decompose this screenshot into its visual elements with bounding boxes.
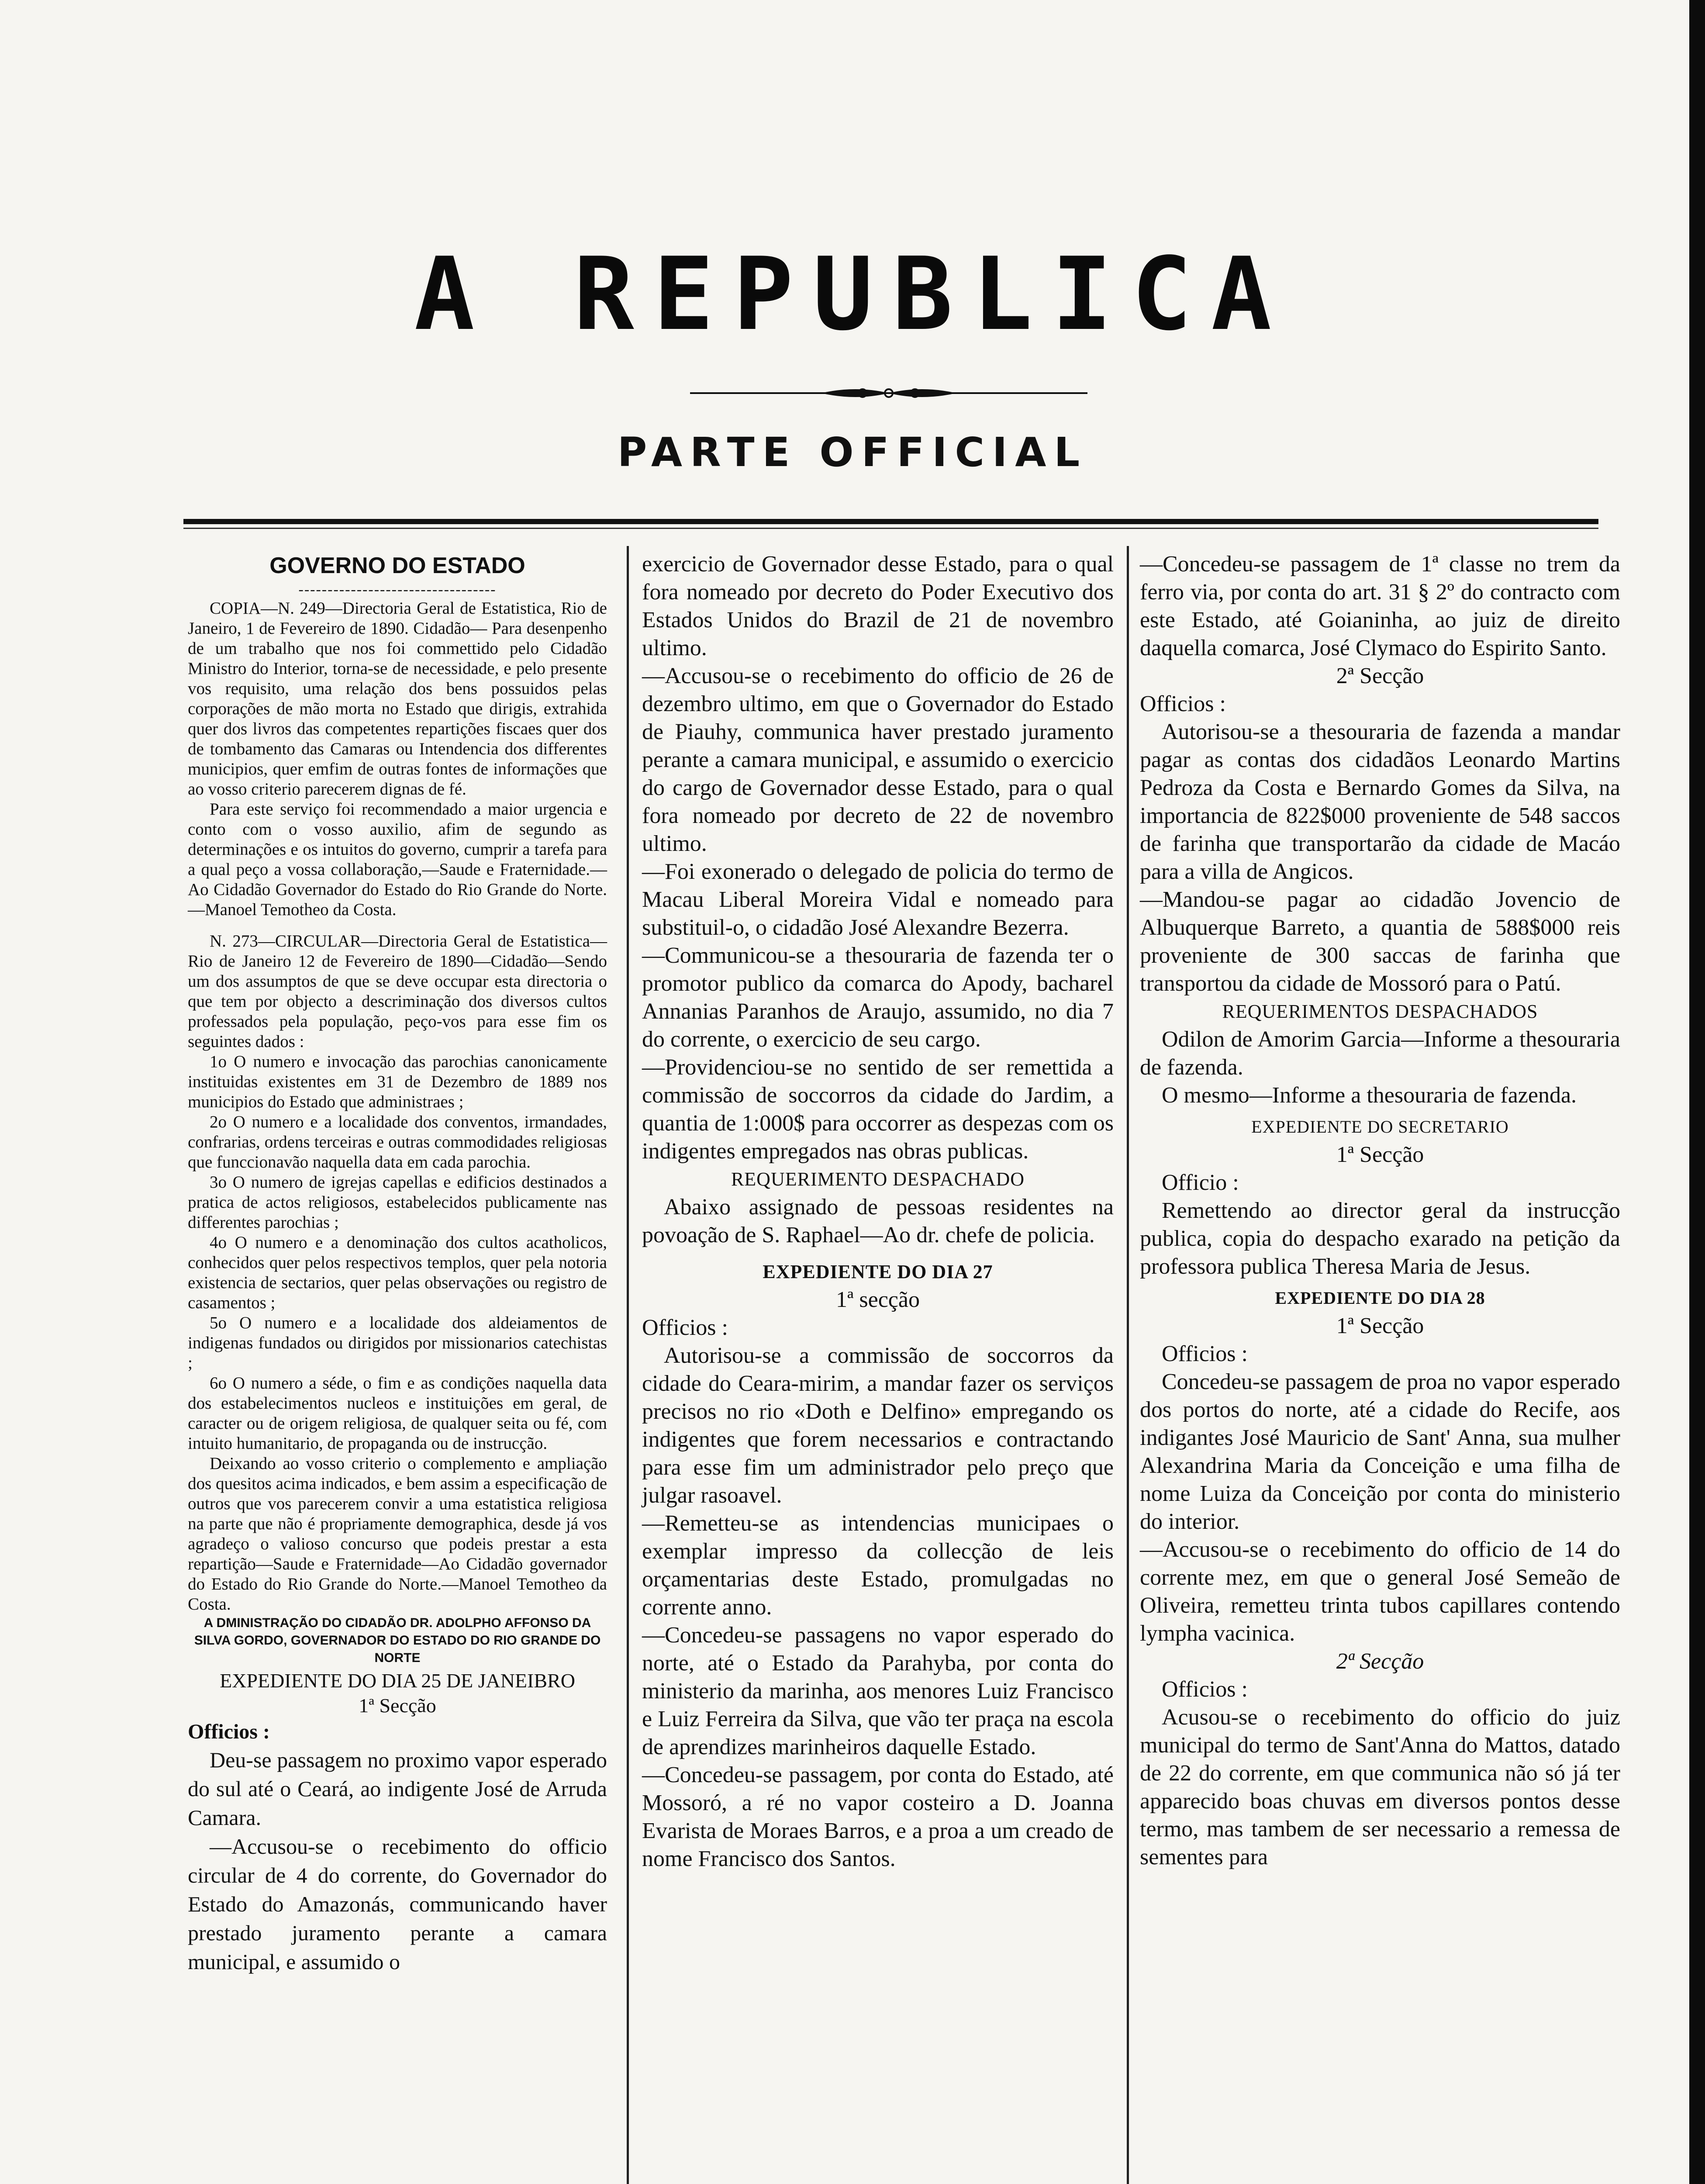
section-title: PARTE OFFICIAL [617,429,1088,476]
paragraph: 3o O numero de igrejas capellas e edificios destinados a pratica de actos religiosos, estabelecidos publicamente nas differentes parochias ; [188,1173,607,1232]
column-3 [1140,550,1620,1871]
officio-label: Officio : [1162,1170,1239,1195]
requerimentos-heading: REQUERIMENTOS DESPACHADOS [1222,1001,1538,1022]
officios-label: Officios : [1162,1677,1248,1702]
officios-label: Officios : [1140,691,1226,716]
paragraph: Autorisou-se a commissão de soccorros da cidade do Ceara-mirim, a mandar fazer os serviços precisos no rio «Doth e Delfino» empregando os indigentes que forem necessarios e contractando para esse fim um administrador pelo preço que julgar rasoavel. [642,1343,1114,1508]
paragraph: —Foi exonerado o delegado de policia do termo de Macau Liberal Moreira Vidal e nomeado para substituil-o, o cidadão José Alexandre Bezerra. [642,859,1114,940]
header-rule [183,519,1598,524]
paragraph: Para este serviço foi recommendado a maior urgencia e conto com o vosso auxilio, afim de segundo as determinações e os intuitos do governo, cumprir a tarefa para a qual peço a vossa collaboração,—Saude e Fraternidade.—Ao Cidadão Governador do Estado do Rio Grande do Norte.—Manoel Temotheo da Costa. [188,800,607,919]
paragraph: —Accusou-se o recebimento do officio circular de 4 do corrente, do Governador do Estado do Amazonás, communicando haver prestado juramento perante a camara municipal, e assumido o [188,1834,607,1974]
paragraph: —Communicou-se a thesouraria de fazenda ter o promotor publico da comarca do Apody, bacharel Annanias Paranhos de Araujo, assumido, no dia 7 do corrente, o exercicio de seu cargo. [642,943,1114,1052]
paragraph: O mesmo—Informe a thesouraria de fazenda. [1162,1083,1577,1108]
expediente-secretario-heading: EXPEDIENTE DO SECRETARIO [1251,1117,1509,1137]
officios-label: Officios : [642,1315,728,1340]
paragraph: Deixando ao vosso criterio o complemento e ampliação dos quesitos acima indicados, e bem assim a especificação de outros que vos parecerem convir a uma estatistica religiosa na parte que não é propriamente demographica, desde já vos agradeço o valioso concurso que podeis prestar a esta repartição—Saude e Fraternidade—Ao Cidadão governador do Estado do Rio Grande do Norte.—Manoel Temotheo da Costa. [188,1454,607,1614]
requerimento-heading: REQUERIMENTO DESPACHADO [731,1168,1025,1190]
paragraph: —Accusou-se o recebimento do officio de 14 do corrente mez, em que o general José Semeão de Oliveira, remetteu trinta tubos capillares contendo lympha vacinica. [1140,1537,1620,1646]
seccao-heading: 2ª Secção [1336,1649,1424,1674]
seccao-heading: 1ª Secção [359,1694,436,1717]
paragraph: —Remetteu-se as intendencias municipaes o exemplar impresso da collecção de leis orçamentarias deste Estado, promulgadas no corrente anno. [642,1511,1114,1620]
divider-dashes: ---------------------------------- [298,581,497,598]
paragraph: —Concedeu-se passagens no vapor esperado do norte, até o Estado da Parahyba, por conta do ministerio da marinha, aos menores Luiz Francisco e Luiz Ferreira da Silva, que vão ter praça na escola de aprendizes marinheiros daquelle Estado. [642,1623,1114,1759]
paragraph: 2o O numero e a localidade dos conventos, irmandades, confrarias, ordens terceiras e outras commodidades religiosas que funccionavão naquella data em cada parochia. [188,1113,607,1171]
masthead-title: A REPUBLICA [414,236,1291,353]
paragraph: Deu-se passagem no proximo vapor esperado do sul até o Ceará, ao indigente José de Arruda Camara. [188,1748,607,1830]
paragraph: COPIA—N. 249—Directoria Geral de Estatistica, Rio de Janeiro, 1 de Fevereiro de 1890. Cidadão— Para desenpenho de um trabalho que nos foi commettido pelo Cidadão Ministro do Interior, torna-se de necessidade, e pelo presente vos requisito, uma relação dos bens possuidos pelas corporações de mão morta no Estado que dirigis, extrahida quer dos livros das competentes repartições fiscaes quer dos de tombamento das Camaras ou Intendencia dos differentes municipios, quer emfim de outras fontes de informações que ao vosso criterio parecerem dignas de fé. [188,599,607,798]
paragraph: —Concedeu-se passagem, por conta do Estado, até Mossoró, a ré no vapor costeiro a D. Joanna Evarista de Moraes Barros, e a proa a um creado de nome Francisco dos Santos. [642,1762,1114,1871]
column-rule [627,546,629,2184]
paragraph: 5o O numero e a localidade dos aldeiamentos de indigenas fundados ou dirigidos por missionarios catechistas ; [188,1313,607,1372]
paragraph: Concedeu-se passagem de proa no vapor esperado dos portos do norte, até a cidade do Recife, aos indigantes José Mauricio de Sant' Anna, sua mulher Alexandrina Maria da Conceição e uma filha de nome Luiza da Conceição por conta do ministerio do interior. [1140,1369,1620,1534]
officios-label: Officios : [1162,1341,1248,1366]
column-rule [1127,546,1129,2184]
seccao-heading: 1ª Secção [1336,1313,1424,1338]
officios-label: Officios : [188,1720,270,1743]
paragraph: N. 273—CIRCULAR—Directoria Geral de Estatistica—Rio de Janeiro 12 de Fevereiro de 1890—Cidadão—Sendo um dos assumptos de que se deve occupar esta directoria o que tem por objecto a descriminação dos diversos cultos professados pela população, peço-vos para esse fim os seguintes dados : [188,932,607,1051]
column-1 [188,550,607,1976]
seccao-heading: 2ª Secção [1336,663,1424,688]
column-2 [642,550,1114,1873]
paragraph: —Concedeu-se passagem de 1ª classe no trem da ferro via, por conta do art. 31 § 2º do contracto com este Estado, até Goianinha, ao juiz de direito daquella comarca, José Clymaco do Espirito Santo. [1140,552,1620,660]
paragraph: —Providenciou-se no sentido de ser remettida a commissão de soccorros da cidade do Jardim, a quantia de 1:000$ para occorrer as despezas com os indigentes empregados nas obras publicas. [642,1055,1114,1164]
paragraph: Autorisou-se a thesouraria de fazenda a mandar pagar as contas dos cidadãos Leonardo Martins Pedroza da Costa e Bernardo Gomes da Silva, na importancia de 822$000 proveniente de 548 saccos de farinha que transportarão da cidade de Macáo para a villa de Angicos. [1140,719,1620,884]
seccao-heading: 1ª Secção [1336,1142,1424,1167]
paragraph: Acusou-se o recebimento do officio do juiz municipal do termo de Sant'Anna do Mattos, datado de 22 do corrente, em que communica não só já ter apparecido boas chuvas em diversos pontos desse termo, mas tambem de ser necessario a remessa de sementes para [1140,1705,1620,1870]
paragraph: 1o O numero e invocação das parochias canonicamente instituidas existentes em 31 de Dezembro de 1889 nos municipios do Estado que administraes ; [188,1052,607,1111]
expediente-27-heading: EXPEDIENTE DO DIA 27 [763,1261,993,1282]
paragraph: Odilon de Amorim Garcia—Informe a thesouraria de fazenda. [1140,1027,1620,1080]
paragraph: Abaixo assignado de pessoas residentes na povoação de S. Raphael—Ao dr. chefe de policia. [642,1195,1114,1248]
paragraph: exercicio de Governador desse Estado, para o qual fora nomeado por decreto do Poder Executivo dos Estados Unidos do Brazil de 21 de novembro ultimo. [642,552,1114,660]
admin-heading: A DMINISTRAÇÃO DO CIDADÃO DR. ADOLPHO AFFONSO DA SILVA GORDO, GOVERNADOR DO ESTADO DO RIO GRANDE DO NORTE [194,1616,601,1665]
paragraph: Remettendo ao director geral da instrucção publica, copia do despacho exarado na petição da professora publica Theresa Maria de Jesus. [1140,1198,1620,1279]
expediente-28-heading: EXPEDIENTE DO DIA 28 [1275,1288,1485,1308]
heading-governo: GOVERNO DO ESTADO [269,553,525,578]
paragraph: —Accusou-se o recebimento do officio de 26 de dezembro ultimo, em que o Governador do Estado de Piauhy, communica haver prestado juramento perante a camara municipal, e assumido o exercicio do cargo de Governador desse Estado, para o qual fora nomeado por decreto de 22 de novembro ultimo. [642,663,1114,856]
ornament-rule [690,384,1087,402]
paragraph: 4o O numero e a denominação dos cultos acatholicos, conhecidos quer pelos respectivos templos, quer pela notoria existencia de sectarios, quer pelas observações ou registro de casamentos ; [188,1233,607,1312]
paragraph: 6o O numero a séde, o fim e as condições naquella data dos estabelecimentos nucleos e instituições em geral, de caracter ou de origem religiosa, de qualquer seita ou fé, com intuito humanitario, de propaganda ou de instrucção. [188,1374,607,1453]
expediente-heading: EXPEDIENTE DO DIA 25 DE JANEIBRO [220,1669,575,1692]
seccao-heading: 1ª secção [836,1287,920,1312]
paragraph: —Mandou-se pagar ao cidadão Jovencio de Albuquerque Barreto, a quantia de 588$000 reis proveniente de 300 saccas de farinha que transportou da cidade de Mossoró para o Patú. [1140,887,1620,996]
header-rule-thin [183,528,1598,529]
